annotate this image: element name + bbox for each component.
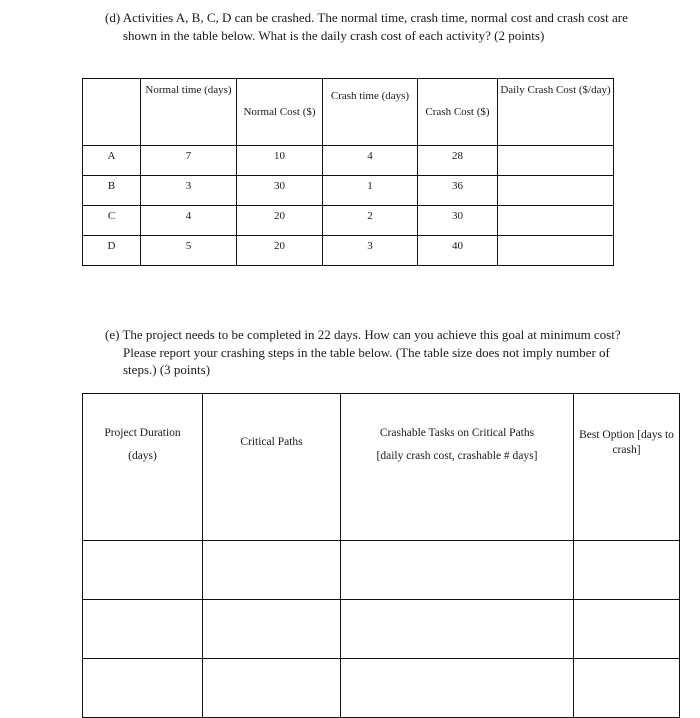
- header-critical-paths: Critical Paths: [203, 394, 341, 541]
- table-row: [83, 206, 614, 236]
- empty-cell[interactable]: [341, 659, 574, 718]
- crashing-steps-table: [82, 393, 680, 718]
- crash-time-cell: 3: [323, 236, 418, 266]
- table-row: [83, 236, 614, 266]
- table-row: [83, 176, 614, 206]
- header-normal-cost: Normal Cost ($): [237, 79, 323, 146]
- header-crash-cost: Crash Cost ($): [418, 79, 498, 146]
- header-crashable-line2: [daily crash cost, crashable # days]: [376, 450, 538, 462]
- header-crash-time: Crash time (days): [323, 79, 418, 146]
- empty-cell[interactable]: [341, 600, 574, 659]
- activity-cell: C: [83, 206, 141, 236]
- header-daily-crash-cost: Daily Crash Cost ($/day): [498, 79, 614, 146]
- empty-cell[interactable]: [83, 659, 203, 718]
- daily-crash-cost-cell[interactable]: [498, 176, 614, 206]
- part-e-question: (e) The project needs to be completed in 22 days. How can you achieve this goal at minimum cost? Please report your crashing steps in the table below. (The table size does not imply number of steps.) (3 points): [105, 327, 621, 377]
- crash-time-cell: 4: [323, 146, 418, 176]
- crash-cost-cell: 30: [418, 206, 498, 236]
- activity-cell: B: [83, 176, 141, 206]
- empty-cell[interactable]: [203, 541, 341, 600]
- empty-cell[interactable]: [83, 600, 203, 659]
- activity-cell: A: [83, 146, 141, 176]
- header-duration-line2: (days): [128, 450, 157, 462]
- empty-cell[interactable]: [341, 541, 574, 600]
- header-best-option: Best Option [days to crash]: [574, 394, 680, 541]
- daily-crash-cost-cell[interactable]: [498, 146, 614, 176]
- header-cell: [83, 79, 141, 146]
- header-normal-time: Normal time (days): [141, 79, 237, 146]
- crash-cost-cell: 40: [418, 236, 498, 266]
- normal-cost-cell: 30: [237, 176, 323, 206]
- table-row: [83, 146, 614, 176]
- table-row: [83, 600, 680, 659]
- daily-crash-cost-cell[interactable]: [498, 206, 614, 236]
- crash-cost-cell: 28: [418, 146, 498, 176]
- normal-time-cell: 5: [141, 236, 237, 266]
- crash-time-cell: 2: [323, 206, 418, 236]
- empty-cell[interactable]: [203, 659, 341, 718]
- crash-cost-table: [82, 78, 614, 266]
- normal-time-cell: 4: [141, 206, 237, 236]
- table-row: [83, 541, 680, 600]
- normal-cost-cell: 10: [237, 146, 323, 176]
- empty-cell[interactable]: [574, 600, 680, 659]
- normal-time-cell: 3: [141, 176, 237, 206]
- normal-cost-cell: 20: [237, 236, 323, 266]
- activity-cell: D: [83, 236, 141, 266]
- header-crashable-line1: Crashable Tasks on Critical Paths: [379, 427, 535, 439]
- table-header-row: [83, 394, 680, 541]
- header-project-duration: [83, 394, 203, 541]
- daily-crash-cost-cell[interactable]: [498, 236, 614, 266]
- crash-time-cell: 1: [323, 176, 418, 206]
- header-crashable-tasks: [341, 394, 574, 541]
- normal-cost-cell: 20: [237, 206, 323, 236]
- table-row: [83, 659, 680, 718]
- part-d-question: (d) Activities A, B, C, D can be crashed. The normal time, crash time, normal cost and crash cost are shown in the table below. What is the daily crash cost of each activity? (2 points): [105, 10, 628, 43]
- header-duration-line1: Project Duration: [104, 427, 181, 439]
- crash-cost-cell: 36: [418, 176, 498, 206]
- normal-time-cell: 7: [141, 146, 237, 176]
- table-header-row: [83, 79, 614, 146]
- empty-cell[interactable]: [203, 600, 341, 659]
- empty-cell[interactable]: [83, 541, 203, 600]
- empty-cell[interactable]: [574, 659, 680, 718]
- empty-cell[interactable]: [574, 541, 680, 600]
